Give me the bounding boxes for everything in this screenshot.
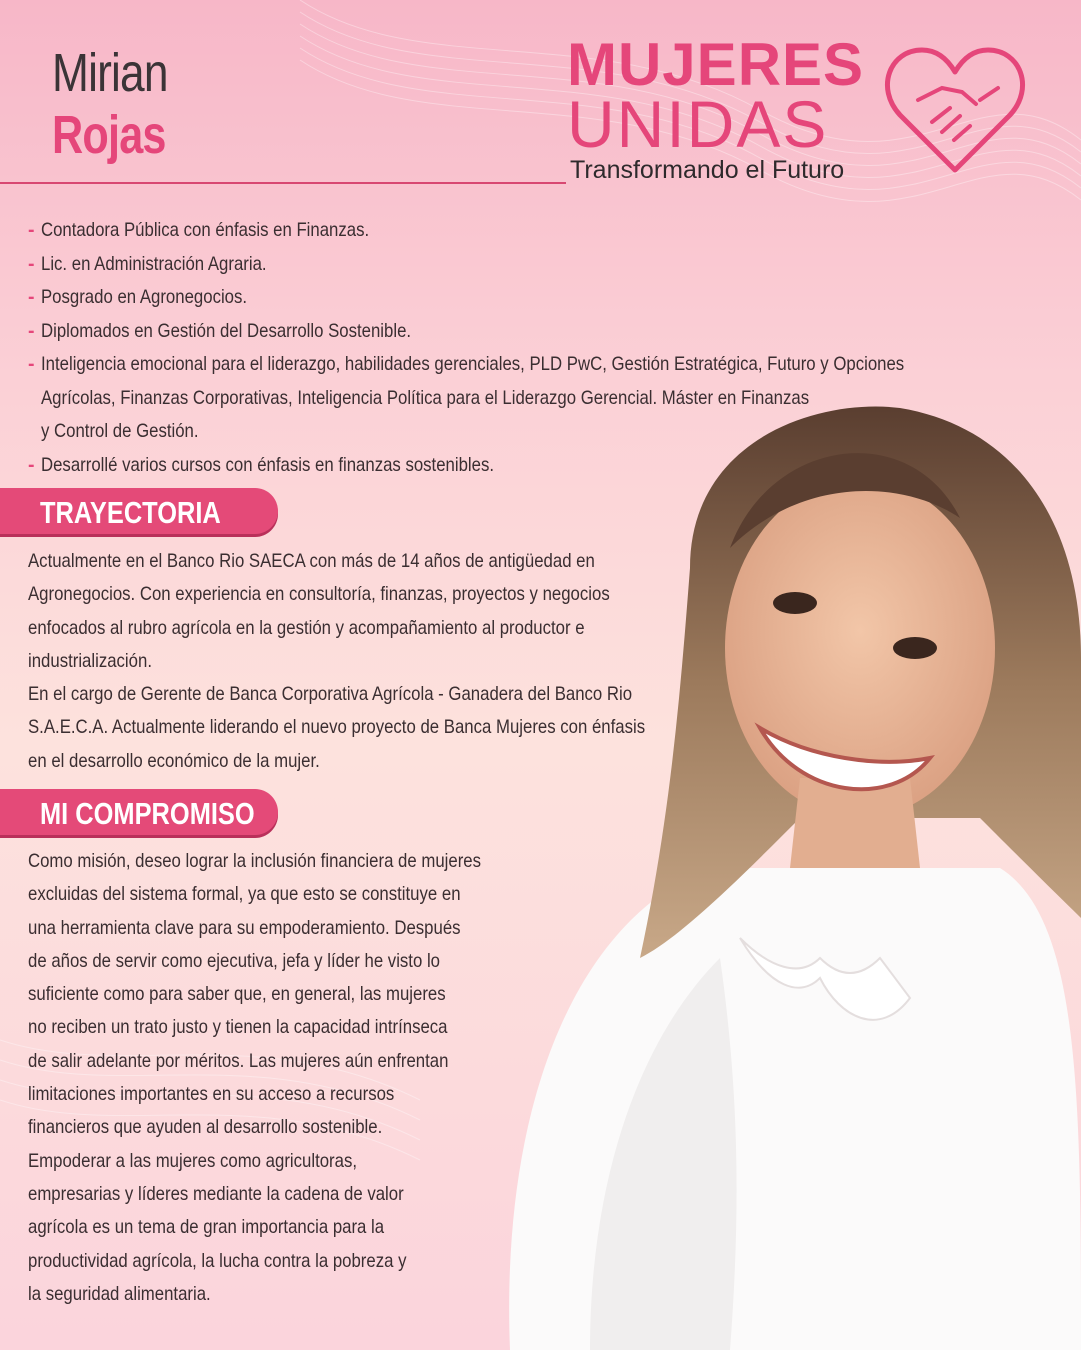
trayectoria-title: TRAYECTORIA (40, 495, 221, 530)
compromiso-line: financieros que ayuden al desarrollo sostenible. (28, 1116, 383, 1139)
credential-line: Lic. en Administración Agraria. (41, 252, 267, 275)
bullet-dash: - (28, 219, 35, 241)
bullet-dash: - (28, 353, 35, 375)
credential-line: Inteligencia emocional para el liderazgo, habilidades gerenciales, PLD PwC, Gestión Estratégica, Futuro y Opciones (41, 353, 905, 375)
credential-line: Posgrado en Agronegocios. (41, 286, 248, 308)
header-divider (0, 182, 566, 184)
compromiso-line: Empoderar a las mujeres como agricultoras, (28, 1149, 358, 1172)
logo-line2: UNIDAS (567, 87, 829, 161)
compromiso-line: de años de servir como ejecutiva, jefa y líder he visto lo (28, 949, 441, 972)
credential-line: Diplomados en Gestión del Desarrollo Sostenible. (41, 319, 412, 342)
bullet-dash: - (28, 453, 35, 476)
compromiso-line: excluidas del sistema formal, ya que esto se constituye en (28, 883, 461, 906)
trayectoria-heading (0, 488, 278, 534)
credential-item (28, 214, 908, 248)
bullet-dash: - (28, 252, 35, 275)
first-name: Mirian (52, 43, 168, 103)
credential-line: Desarrollé varios cursos con énfasis en finanzas sostenibles. (41, 453, 495, 476)
bullet-dash: - (28, 319, 35, 342)
trayectoria-line: S.A.E.C.A. Actualmente liderando el nuevo proyecto de Banca Mujeres con énfasis (28, 716, 646, 739)
credential-line: Agrícolas, Finanzas Corporativas, Inteligencia Política para el Liderazgo Gerencial. Máster en Finanzas (41, 386, 810, 409)
compromiso-line: limitaciones importantes en su acceso a recursos (28, 1083, 395, 1106)
compromiso-line: una herramienta clave para su empoderamiento. Después (28, 916, 461, 939)
compromiso-title: MI COMPROMISO (40, 796, 255, 831)
trayectoria-line: Actualmente en el Banco Rio SAECA con más de 14 años de antigüedad en (28, 550, 595, 572)
credential-item (28, 281, 908, 315)
heart-handshake-icon (880, 30, 1030, 180)
trayectoria-line: industrialización. (28, 649, 152, 672)
trayectoria-line: Agronegocios. Con experiencia en consultoría, finanzas, proyectos y negocios (28, 583, 610, 606)
compromiso-line: de salir adelante por méritos. Las mujeres aún enfrentan (28, 1049, 449, 1072)
portrait-photo (440, 398, 1081, 1350)
bullet-dash: - (28, 286, 35, 308)
compromiso-line: agrícola es un tema de gran importancia para la (28, 1216, 385, 1239)
credential-line: Contadora Pública con énfasis en Finanzas. (41, 219, 370, 241)
compromiso-line: la seguridad alimentaria. (28, 1282, 211, 1305)
compromiso-line: no reciben un trato justo y tienen la capacidad intrínseca (28, 1016, 448, 1039)
trayectoria-line: En el cargo de Gerente de Banca Corporativa Agrícola - Ganadera del Banco Rio (28, 683, 633, 706)
last-name: Rojas (52, 105, 166, 165)
compromiso-heading (0, 789, 278, 835)
credential-item (28, 315, 908, 349)
compromiso-line: Como misión, deseo lograr la inclusión financiera de mujeres (28, 850, 482, 872)
compromiso-line: productividad agrícola, la lucha contra la pobreza y (28, 1249, 407, 1272)
compromiso-line: suficiente como para saber que, en general, las mujeres (28, 983, 446, 1006)
logo-line1: MUJERES (567, 31, 865, 98)
trayectoria-line: en el desarrollo económico de la mujer. (28, 749, 320, 772)
credential-line: y Control de Gestión. (41, 420, 199, 442)
trayectoria-line: enfocados al rubro agrícola en la gestión y acompañamiento al productor e (28, 616, 585, 639)
credential-item (28, 248, 908, 282)
compromiso-line: empresarias y líderes mediante la cadena de valor (28, 1182, 404, 1205)
logo-tagline: Transformando el Futuro (570, 156, 845, 184)
